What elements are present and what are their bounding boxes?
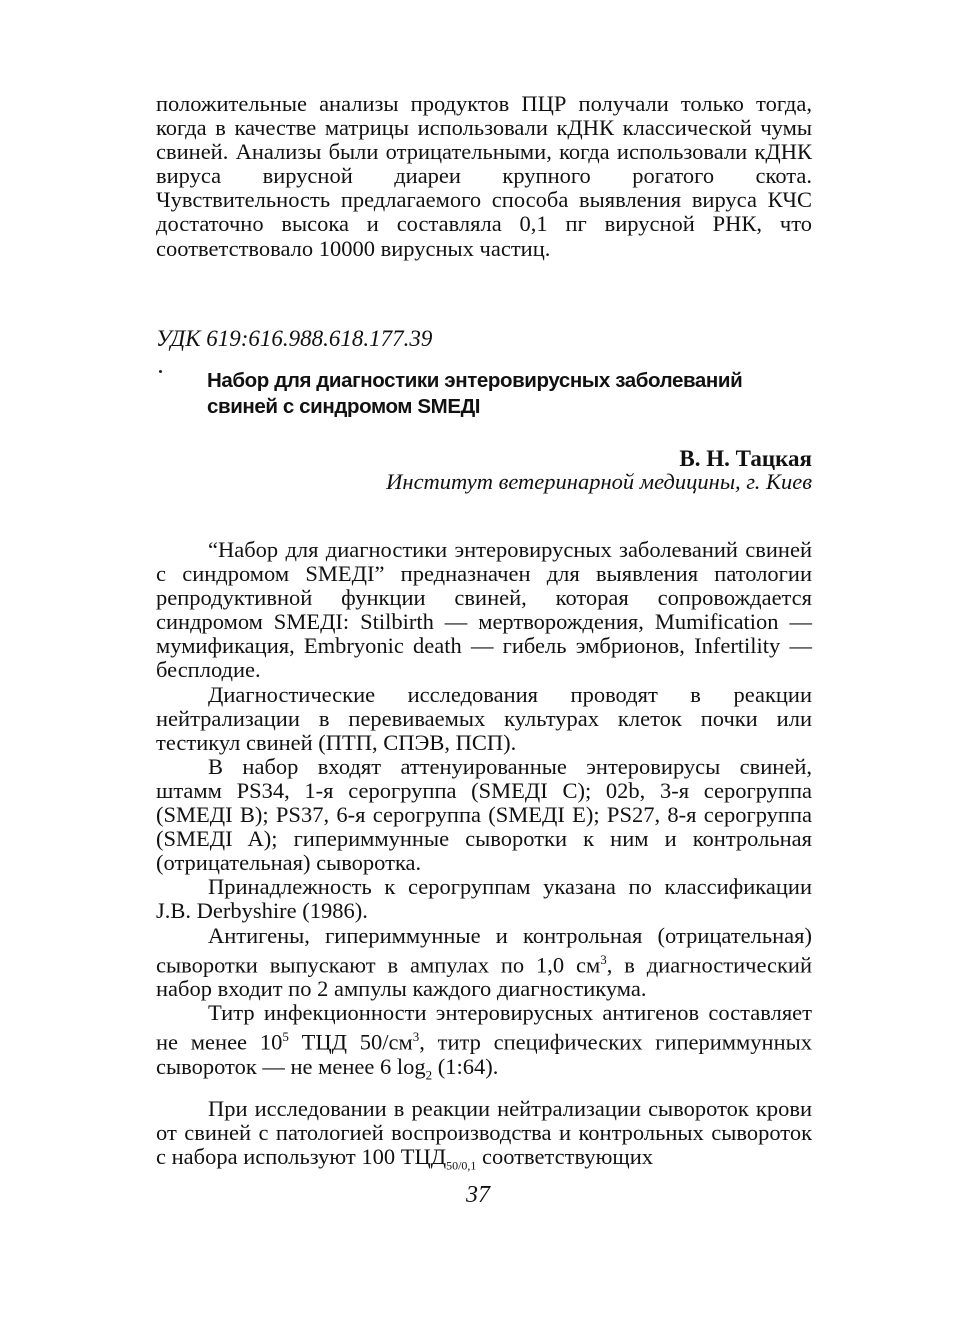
top-paragraph: положительные анализы продуктов ПЦР получали только тогда, когда в качестве матрицы использовали кДНК классической чумы свиней. Анализы были отрицательными, когда использовали кДНК вируса вирусной диареи крупного рогатого скота. Чувствительность предлагаемого способа выявления вируса КЧС достаточно высока и составляла 0,1 пг вирусной РНК, что соответствовало 10000 вирусных частиц. xyxy=(156,91,812,261)
page-number: 37 xyxy=(466,1182,490,1208)
body-paragraph-2: Диагностические исследования проводят в реакции нейтрализации в перевиваемых культурах клеток почки или тестикул свиней (ПТП, СПЭВ, ПСП). xyxy=(156,681,812,755)
article-body xyxy=(156,538,812,1177)
p7-text-a: При исследовании в реакции нейтрализации сывороток крови от свиней с патологией воспроизводства и контрольных сывороток с набора используют 100 ТЦД xyxy=(156,1095,812,1169)
author-institution: Институт ветеринарной медицины, г. Киев xyxy=(386,469,812,494)
print-speck xyxy=(159,370,162,373)
udk-code: УДК 619:616.988.618.177.39 xyxy=(156,326,433,351)
p6-text-d: (1:64). xyxy=(432,1053,499,1079)
previous-article-ending xyxy=(156,92,812,261)
article-title: Набор для диагностики энтеровирусных заболеваний свиней с синдромом SMEДI xyxy=(207,369,743,418)
p6-text-c: , титр специфических гипериммунных сывороток — не менее 6 log xyxy=(156,1029,812,1079)
p6-text-a: Титр инфекционности энтеровирусных антигенов составляет не менее 10 xyxy=(156,1000,812,1055)
p6-superscript-2: 3 xyxy=(412,1029,420,1045)
p5-text-a: Антигены, гипериммунные и контрольная (отрицательная) сыворотки выпускают в ампулах по 1,0 см xyxy=(156,922,812,978)
body-paragraph-6 xyxy=(156,1001,812,1087)
body-paragraph-5 xyxy=(156,924,812,1002)
body-paragraph-7 xyxy=(156,1097,812,1178)
p7-subscript: 50/0,1 xyxy=(446,1158,477,1173)
p5-text-b: , в диагностический набор входит по 2 ампулы каждого диагностикума. xyxy=(156,952,812,1002)
body-paragraph-4: Принадлежность к серогруппам указана по классификации J.B. Derbyshire (1986). xyxy=(156,874,812,924)
body-paragraph-3: В набор входят аттенуированные энтеровирусы свиней, штамм PS34, 1-я серогруппа (SMEДI C); 02b, 3-я серогруппа (SMEДI B); PS37, 6-я серогруппа (SMEДI E); PS27, 8-я серогруппа (SMEДI A); гипериммунные сыворотки к ним и контрольная (отрицательная) сыворотка. xyxy=(156,753,812,876)
p6-superscript-1: 5 xyxy=(282,1029,289,1045)
p6-text-b: ТЦД 50/см xyxy=(288,1029,413,1055)
body-paragraph-1: “Набор для диагностики энтеровирусных заболеваний свиней с синдромом SMEДI” предназначен для выявления патологии репродуктивной функции свиней, которая сопровождается синдромом SMEДI: Stilbirth — мертворождения, Mumification — мумификация, Embryonic death — гибель эмбрионов, Infertility — бесплодие. xyxy=(156,537,812,683)
p5-superscript: 3 xyxy=(600,951,607,967)
p7-text-b: соответствующих xyxy=(476,1143,653,1169)
p6-subscript: 2 xyxy=(425,1067,433,1083)
article-author: В. Н. Тацкая xyxy=(679,446,812,471)
